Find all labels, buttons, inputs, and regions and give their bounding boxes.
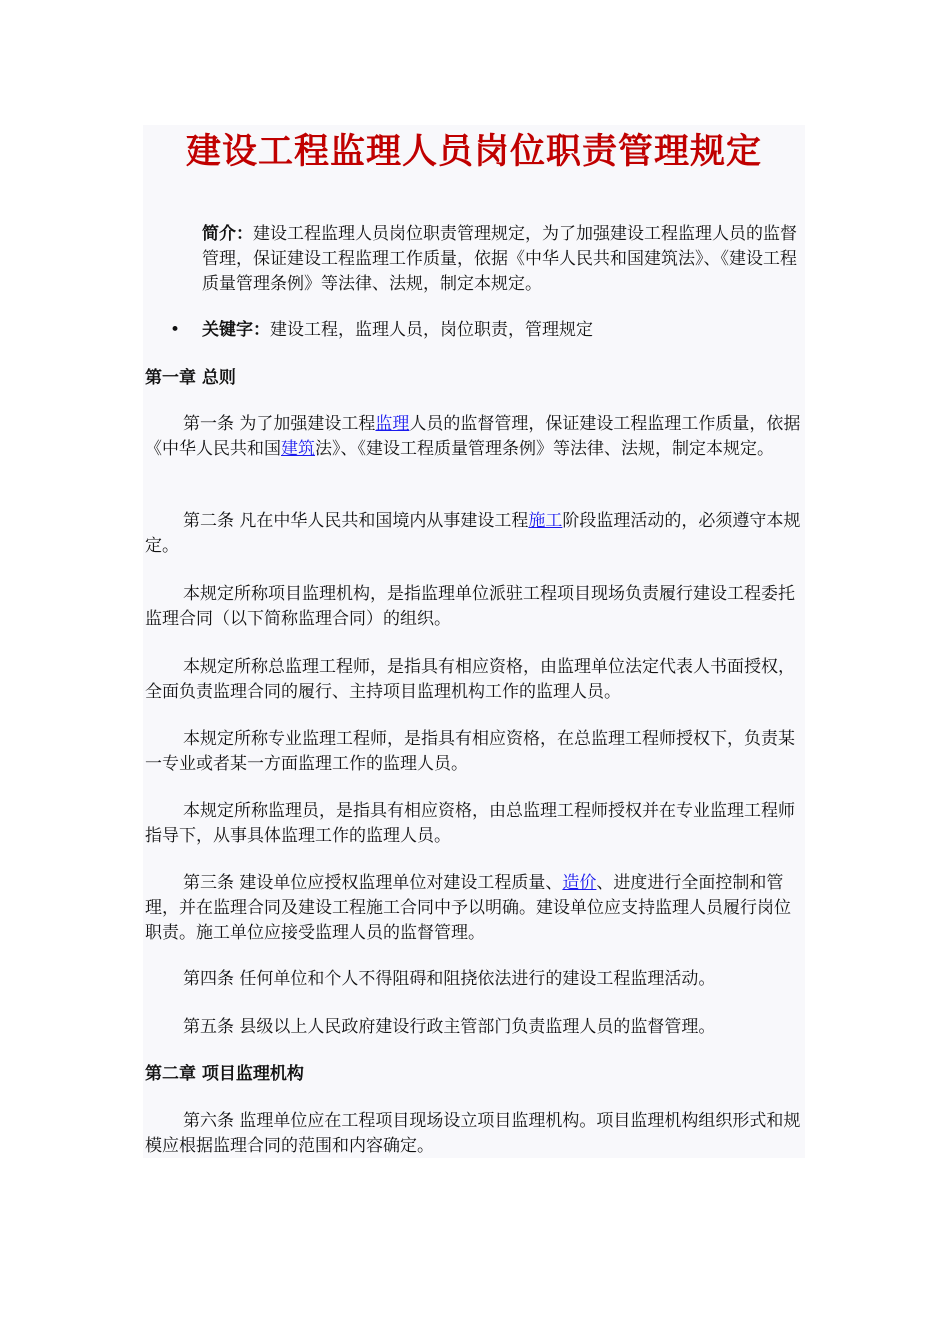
article-3	[145, 871, 805, 946]
paragraph-project-org: 本规定所称项目监理机构，是指监理单位派驻工程项目现场负责履行建设工程委托监理合同（以下简称监理合同）的组织。	[145, 584, 795, 629]
keywords-label: 关键字：	[202, 320, 270, 340]
article-1-text: 第一条 为了加强建设工程	[183, 414, 376, 434]
keywords	[170, 318, 593, 343]
abstract-text: 建设工程监理人员岗位职责管理规定，为了加强建设工程监理人员的监督管理，保证建设工程监理工作质量，依据《中华人民共和国建筑法》、《建设工程质量管理条例》等法律、法规，制定本规定。	[202, 224, 797, 294]
keywords-text: 建设工程，监理人员，岗位职责，管理规定	[270, 320, 593, 340]
article-6: 第六条 监理单位应在工程项目现场设立项目监理机构。项目监理机构组织形式和规模应根据监理合同的范围和内容确定。	[145, 1111, 801, 1156]
article-1-text: 人员的监督管理，保证建设工程监理工作质量，依据《中华人民共和国	[145, 414, 801, 459]
link-jianzhu[interactable]: 建筑	[281, 439, 315, 459]
paragraph-specialist-engineer: 本规定所称专业监理工程师，是指具有相应资格，在总监理工程师授权下，负责某一专业或者某一方面监理工作的监理人员。	[145, 729, 795, 774]
article-1-text: 法》、《建设工程质量管理条例》等法律、法规，制定本规定。	[315, 439, 774, 459]
article-4: 第四条 任何单位和个人不得阻碍和阻挠依法进行的建设工程监理活动。	[183, 969, 716, 989]
chapter-heading: 第一章 总则	[145, 368, 236, 388]
abstract-label: 简介：	[202, 224, 253, 244]
article-3-text: 第三条 建设单位应授权监理单位对建设工程质量、	[183, 873, 563, 893]
paragraph-chief-engineer: 本规定所称总监理工程师，是指具有相应资格，由监理单位法定代表人书面授权，全面负责监理合同的履行、主持项目监理机构工作的监理人员。	[145, 657, 795, 702]
article-2-text: 阶段监理活动的，必须遵守本规定。	[145, 511, 801, 556]
article-2-text: 第二条 凡在中华人民共和国境内从事建设工程	[183, 511, 529, 531]
document-title: 建设工程监理人员岗位职责管理规定	[185, 132, 762, 172]
article-1	[145, 412, 805, 462]
link-zaojia[interactable]: 造价	[562, 873, 597, 893]
bullet-icon: •	[170, 320, 181, 340]
link-jianli[interactable]: 监理	[375, 414, 410, 434]
abstract	[202, 222, 802, 297]
article-3-text: 、进度进行全面控制和管理，并在监理合同及建设工程施工合同中予以明确。建设单位应支持监理人员履行岗位职责。施工单位应接受监理人员的监督管理。	[145, 873, 791, 943]
article-5: 第五条 县级以上人民政府建设行政主管部门负责监理人员的监督管理。	[183, 1017, 716, 1037]
article-2	[145, 509, 805, 559]
link-shigong[interactable]: 施工	[528, 511, 563, 531]
paragraph-inspector: 本规定所称监理员，是指具有相应资格，由总监理工程师授权并在专业监理工程师指导下，从事具体监理工作的监理人员。	[145, 801, 795, 846]
chapter-heading: 第二章 项目监理机构	[145, 1064, 304, 1084]
